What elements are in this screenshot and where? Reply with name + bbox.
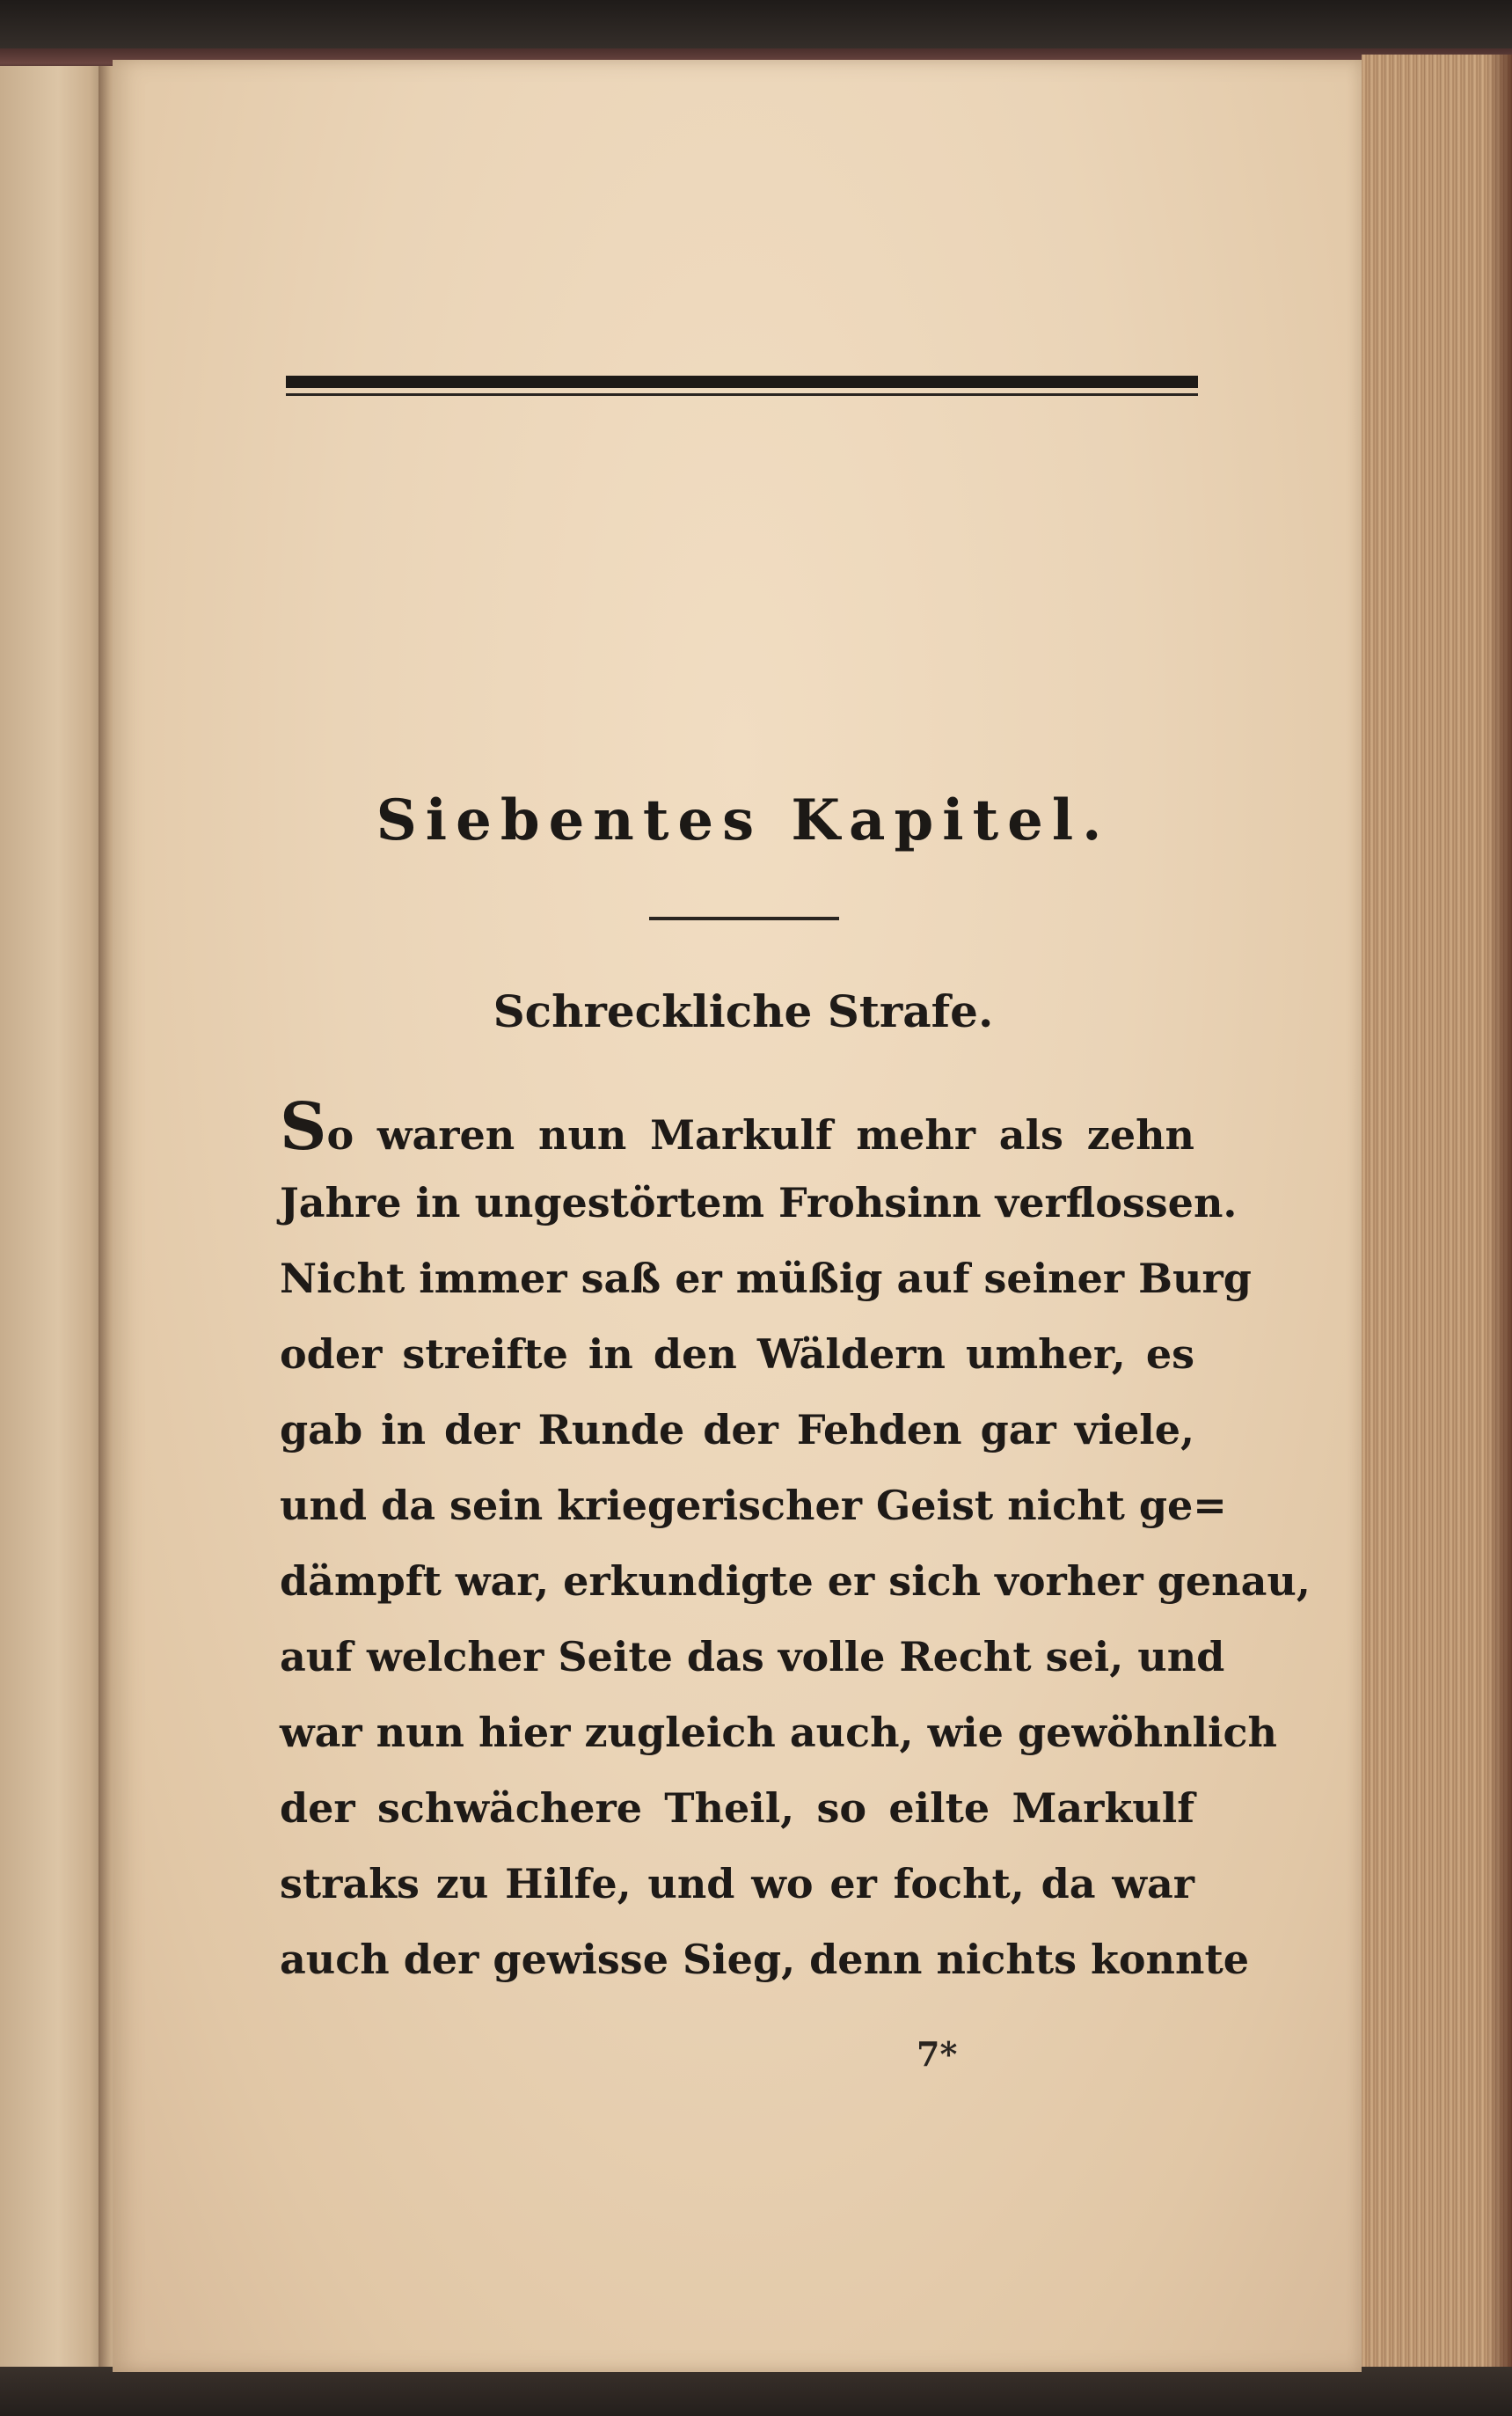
title-divider [649,917,839,920]
background-bottom [0,2367,1512,2416]
text-line: war nun hier zugleich auch, wie gewöhnlich [280,1709,1277,1756]
text-line: So waren nun Markulf mehr als zehn [280,1089,1194,1165]
text-line: dämpft war, erkundigte er sich vorher genau, [280,1557,1311,1605]
signature-mark: 7* [917,2034,958,2074]
page-stack-shadow [1486,55,1512,2372]
text-line: oder streifte in den Wäldern umher, es [280,1330,1194,1378]
text-line: straks zu Hilfe, und wo er focht, da war [280,1860,1194,1907]
text-line: und da sein kriegerischer Geist nicht ge= [280,1482,1227,1529]
chapter-title: Siebentes Kapitel. [376,787,1111,853]
text-line: auf welcher Seite das volle Recht sei, und [280,1633,1225,1680]
text-line: gab in der Runde der Fehden gar viele, [280,1406,1194,1453]
body-text [280,1089,1311,1997]
text-line: der schwächere Theil, so eilte Markulf [280,1784,1194,1832]
text-line: auch der gewisse Sieg, denn nichts konnte [280,1936,1249,1983]
left-page-edge [0,66,107,2371]
header-rule-thin [286,393,1198,396]
text-line: Nicht immer saß er müßig auf seiner Burg [280,1255,1252,1302]
header-rule [286,376,1198,388]
chapter-subtitle: Schreckliche Strafe. [493,985,994,1037]
text-line: Jahre in ungestörtem Frohsinn verflossen. [280,1179,1238,1226]
